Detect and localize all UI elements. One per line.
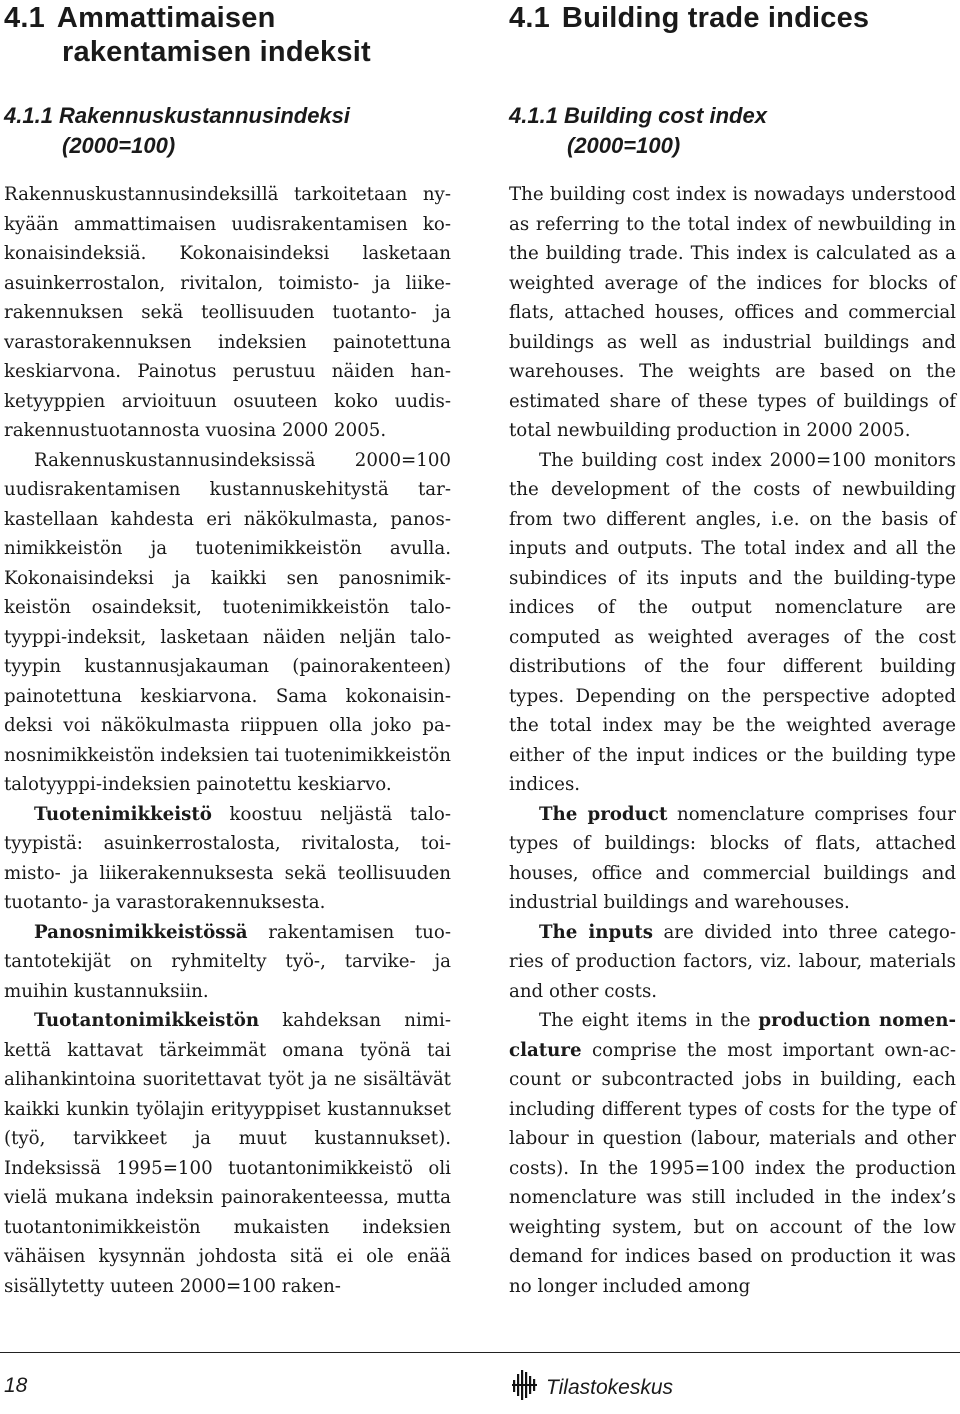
paragraph: Rakennuskustannusindeksillä tarkoitetaan nykyään ammattimaisen uudisrakentamisen kokonaisindeksiä. Kokonaisindeksi lasketaan asuinkerrostalon, rivitalon, toimisto- ja liikerakennuksen sekä teollisuuden tuotanto- ja varastorakennuksen indeksien painotettuna keskiarvona. Painotus perustuu näiden hanketyyppien arvioituun osuuteen koko uudisrakennustuotannosta vuosina 2000 2005. (4, 184, 451, 441)
paragraph: Tuotenimikkeistö koostuu neljästä talotyypistä: asuinkerrostalosta, rivitalosta, toimisto- ja liikerakennuksesta sekä teollisuuden tuotanto- ja varastorakennuksesta. (4, 803, 451, 913)
publisher-logo (512, 1370, 673, 1405)
paragraph: Rakennuskustannusindeksissä 2000=100 uudisrakentamisen kustannuskehitystä tarkastellaan kahdesta eri näkökulmasta, panosnimikkeistön ja tuotenimikkeistön avulla. Kokonaisindeksi ja kaikki sen panosnimikkeistön osaindeksit, tuotenimikkeistön talotyyppi-indeksit, lasketaan näiden neljän talotyypin kustannusjakauman (painorakenteen) painotettuna keskiarvona. Sama kokonaisindeksi voi näkökulmasta riippuen olla joko panosnimikkeistön indeksien tai tuotenimikkeistön talotyyppi-indeksien painotettu keskiarvo. (4, 449, 451, 795)
paragraph: The building cost index is nowadays understood as referring to the total index of newbuilding in the building trade. This index is calculated as a weighted average of the indices for blocks of flats, attached houses, offices and commercial buildings as well as industrial buildings and warehouses. The weights are based on the estimated share of these types of buildings of total newbuilding production in 2000 2005. (509, 184, 956, 441)
finnish-column (4, 0, 451, 1297)
body-text-en (509, 180, 956, 1301)
subsection-title-en: 4.1.1 Building cost index (2000=100) (509, 103, 767, 158)
body-text-fi (4, 180, 451, 1301)
section-title-en: 4.1 Building trade indices (509, 2, 870, 34)
english-column (509, 0, 956, 1297)
page-number: 18 (4, 1374, 28, 1397)
paragraph: The eight items in the production nomenclature comprise the most important own-account or subcontracted jobs in building, each including different types of costs for the type of labour in question (labour, materials and other costs). In the 1995=100 index the production nomenclature was still included in the index’s weighting system, but on account of the low demand for indices based on production it was no longer included among (509, 1010, 956, 1297)
paragraph: The product nomenclature comprises four types of buildings: blocks of flats, attached houses, office and commercial buildings and industrial buildings and warehouses. (509, 803, 956, 913)
subsection-title-fi: 4.1.1 Rakennuskustannusindeksi (2000=100) (4, 103, 351, 158)
publisher-name: Tilastokeskus (546, 1375, 674, 1399)
paragraph: Panosnimikkeistössä rakentamisen tuotantotekijät on ryhmitelty työ-, tarvike- ja muihin kustannuksiin. (4, 921, 451, 1002)
paragraph: The inputs are divided into three categories of production factors, viz. labour, materials and other costs. (509, 921, 956, 1002)
tilastokeskus-logo-icon (512, 1370, 540, 1405)
footer-divider (0, 1352, 960, 1353)
section-title-fi: 4.1 Ammattimaisen rakentamisen indeksit (4, 2, 371, 68)
paragraph: Tuotantonimikkeistön kahdeksan nimikettä kattavat tärkeimmät omana työnä tai alihankintoina suoritettavat työt ja ne sisältävät kaikki kunkin työlajin erityyppiset kustannukset (työ, tarvikkeet ja muut kustannukset). Indeksissä 1995=100 tuotantonimikkeistö oli vielä mukana indeksin painorakenteessa, mutta tuotantonimikkeistön mukaisten indeksien vähäisen kysynnän johdosta sitä ei ole enää sisällytetty uuteen 2000=100 raken- (4, 1010, 451, 1297)
paragraph: The building cost index 2000=100 monitors the development of the costs of newbuilding from two different angles, i.e. on the basis of inputs and outputs. The total index and all the subindices of its inputs and the building-type indices of the output nomenclature are computed as weighted averages of the cost distributions of the four different building types. Depending on the perspective adopted the total index may be the weighted average either of the input indices or the building type indices. (509, 449, 956, 795)
